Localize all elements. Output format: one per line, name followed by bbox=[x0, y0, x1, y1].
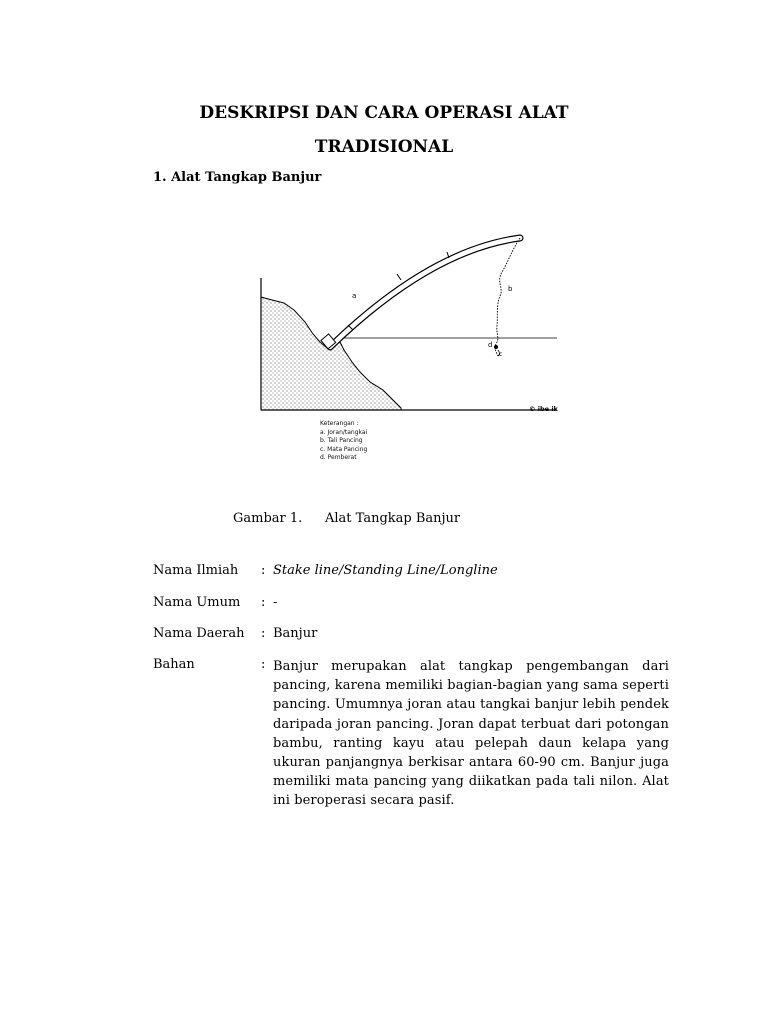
rod-fill bbox=[330, 238, 520, 347]
label-c: c bbox=[499, 351, 503, 358]
legend-item-a: a. Joran/tangkai bbox=[320, 428, 368, 436]
field-value: - bbox=[273, 595, 278, 610]
field-colon: : bbox=[261, 595, 266, 610]
copyright-mark: © ibe ik bbox=[529, 405, 558, 413]
caption-text: Alat Tangkap Banjur bbox=[325, 511, 461, 526]
page-title bbox=[0, 96, 768, 164]
field-colon: : bbox=[261, 626, 266, 641]
sinker bbox=[494, 345, 498, 349]
title-line-1: DESKRIPSI DAN CARA OPERASI ALAT bbox=[199, 103, 569, 123]
field-colon: : bbox=[261, 563, 266, 578]
rod-node bbox=[397, 274, 401, 280]
caption-number: Gambar 1. bbox=[233, 511, 303, 526]
label-b: b bbox=[508, 285, 513, 293]
banjur-illustration bbox=[250, 230, 560, 470]
field-label: Nama Ilmiah bbox=[153, 563, 239, 578]
field-label: Nama Daerah bbox=[153, 626, 245, 641]
figure-caption bbox=[233, 511, 460, 526]
field-value: Stake line/Standing Line/Longline bbox=[273, 563, 498, 578]
legend-item-d: d. Pemberat bbox=[320, 454, 357, 461]
label-d: d bbox=[488, 341, 493, 349]
riverbank-shape bbox=[261, 297, 401, 410]
title-line-2: TRADISIONAL bbox=[314, 137, 454, 157]
field-label: Bahan bbox=[153, 657, 195, 672]
field-label: Nama Umum bbox=[153, 595, 241, 610]
bahan-paragraph: Banjur merupakan alat tangkap pengembangan dari pancing, karena memiliki bagian-bagian yang sama seperti pancing. Umumnya joran atau tangkai banjur lebih pendek daripada joran pancing. Joran dapat terbuat dari potongan bambu, ranting kayu atau pelepah daun kelapa yang ukuran panjangnya berkisar antara 60-90 cm. Banjur juga memiliki mata pancing yang diikatkan pada tali nilon. Alat ini beroperasi secara pasif. bbox=[273, 659, 669, 809]
section-heading: 1. Alat Tangkap Banjur bbox=[153, 170, 322, 185]
legend-item-b: b. Tali Pancing bbox=[320, 437, 363, 444]
rod-outline bbox=[330, 238, 520, 347]
label-a: a bbox=[352, 292, 357, 300]
figure-banjur bbox=[250, 230, 560, 470]
field-colon: : bbox=[261, 657, 266, 672]
legend-item-c: c. Mata Pancing bbox=[320, 445, 368, 453]
legend-title: Keterangan : bbox=[320, 420, 359, 427]
figure-legend bbox=[320, 420, 367, 463]
field-value: Banjur bbox=[273, 626, 318, 641]
